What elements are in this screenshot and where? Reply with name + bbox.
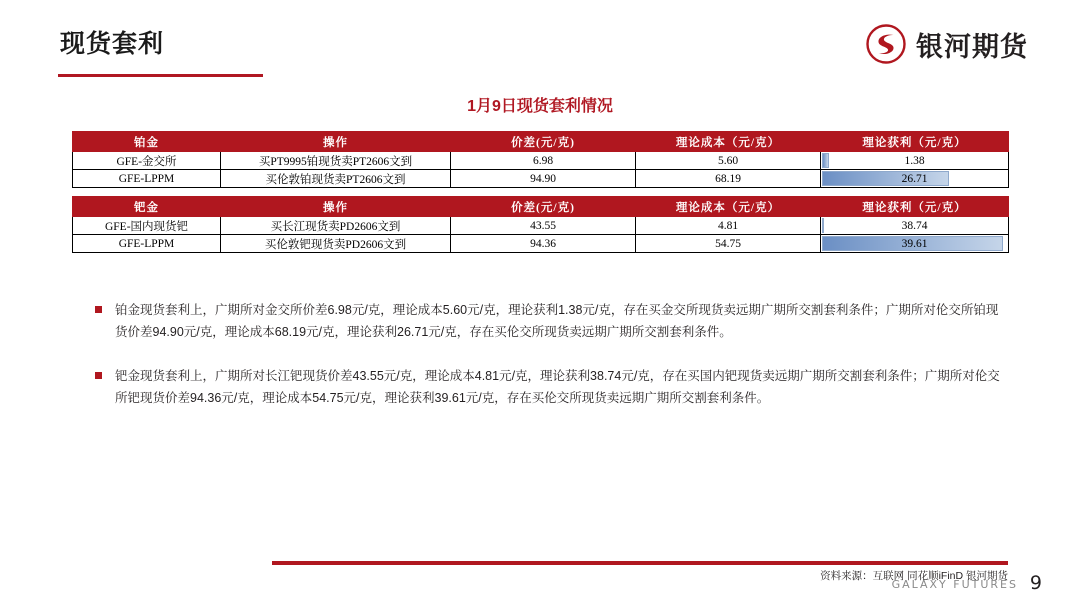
column-header-instrument: 钯金 — [73, 197, 221, 217]
column-header-spread: 价差(元/克) — [451, 197, 636, 217]
source-note: 资料来源：互联网 同花顺iFinD 银河期货 — [820, 570, 1008, 582]
profit-databar — [822, 218, 824, 233]
profit-databar — [822, 153, 829, 168]
footer-divider — [272, 561, 1008, 565]
square-bullet-icon — [95, 372, 102, 379]
section-title: 1月9日现货套利情况 — [467, 98, 613, 115]
cell-profit — [821, 152, 1009, 170]
table-row — [73, 235, 1009, 253]
palladium-arbitrage-table — [72, 196, 1009, 253]
cell-instrument: GFE-LPPM — [73, 170, 221, 188]
cell-profit-value: 26.71 — [901, 172, 928, 185]
cell-instrument: GFE-国内现货钯 — [73, 217, 221, 235]
page-number: 9 — [1029, 572, 1042, 594]
list-item-text: 铂金现货套利上，广期所对金交所价差6.98元/克，理论成本5.60元/克，理论获利1.38元/克，存在买金交所现货卖远期广期所交割套利条件；广期所对伦交所铂现货价差94.90元/克，理论成本68.19元/克，理论获利26.71元/克，存在买伦交所现货卖远期广期所交割套利条件。 — [115, 303, 999, 339]
table-header-row — [73, 197, 1009, 217]
square-bullet-icon — [95, 306, 102, 313]
footer-brand-en: GALAXY FUTURES — [891, 578, 1018, 591]
galaxy-logo-icon — [866, 24, 906, 64]
cell-cost: 5.60 — [636, 152, 821, 170]
table-row — [73, 152, 1009, 170]
column-header-operation: 操作 — [221, 132, 451, 152]
column-header-cost: 理论成本（元/克） — [636, 197, 821, 217]
cell-profit-value: 39.61 — [901, 237, 928, 250]
page-title: 现货套利 — [60, 30, 165, 58]
column-header-operation: 操作 — [221, 197, 451, 217]
list-item-text: 钯金现货套利上，广期所对长江钯现货价差43.55元/克，理论成本4.81元/克，理论获利38.74元/克，存在买国内钯现货卖远期广期所交割套利条件；广期所对伦交所钯现货价差94.36元/克，理论成本54.75元/克，理论获利39.61元/克，存在买伦交所现货卖远期广期所交割套利条件。 — [115, 368, 1000, 405]
column-header-instrument: 铂金 — [73, 132, 221, 152]
list-item — [95, 300, 1000, 344]
cell-cost: 68.19 — [636, 170, 821, 188]
cell-cost: 54.75 — [636, 235, 821, 253]
cell-spread: 94.90 — [451, 170, 636, 188]
brand-logo-group — [866, 24, 1028, 64]
cell-instrument: GFE-金交所 — [73, 152, 221, 170]
cell-profit-value: 1.38 — [904, 154, 925, 167]
profit-databar — [822, 171, 949, 186]
cell-operation: 买PT9995铂现货卖PT2606文到 — [221, 152, 451, 170]
list-item — [95, 366, 1000, 410]
cell-profit — [821, 235, 1009, 253]
commentary-list — [95, 300, 1000, 432]
cell-cost: 4.81 — [636, 217, 821, 235]
cell-spread: 6.98 — [451, 152, 636, 170]
cell-operation: 买长江现货卖PD2606文到 — [221, 217, 451, 235]
cell-profit — [821, 217, 1009, 235]
cell-profit-value: 38.74 — [901, 219, 928, 232]
brand-name: 银河期货 — [916, 31, 1028, 63]
title-underline — [58, 74, 263, 77]
cell-spread: 43.55 — [451, 217, 636, 235]
cell-instrument: GFE-LPPM — [73, 235, 221, 253]
platinum-arbitrage-table — [72, 131, 1009, 188]
table-header-row — [73, 132, 1009, 152]
table-row — [73, 217, 1009, 235]
column-header-spread: 价差(元/克) — [451, 132, 636, 152]
cell-spread: 94.36 — [451, 235, 636, 253]
column-header-profit: 理论获利（元/克） — [821, 132, 1009, 152]
table-row — [73, 170, 1009, 188]
column-header-profit: 理论获利（元/克） — [821, 197, 1009, 217]
cell-operation: 买伦敦铂现货卖PT2606文到 — [221, 170, 451, 188]
cell-operation: 买伦敦钯现货卖PD2606文到 — [221, 235, 451, 253]
cell-profit — [821, 170, 1009, 188]
column-header-cost: 理论成本（元/克） — [636, 132, 821, 152]
page-header — [0, 0, 1080, 82]
